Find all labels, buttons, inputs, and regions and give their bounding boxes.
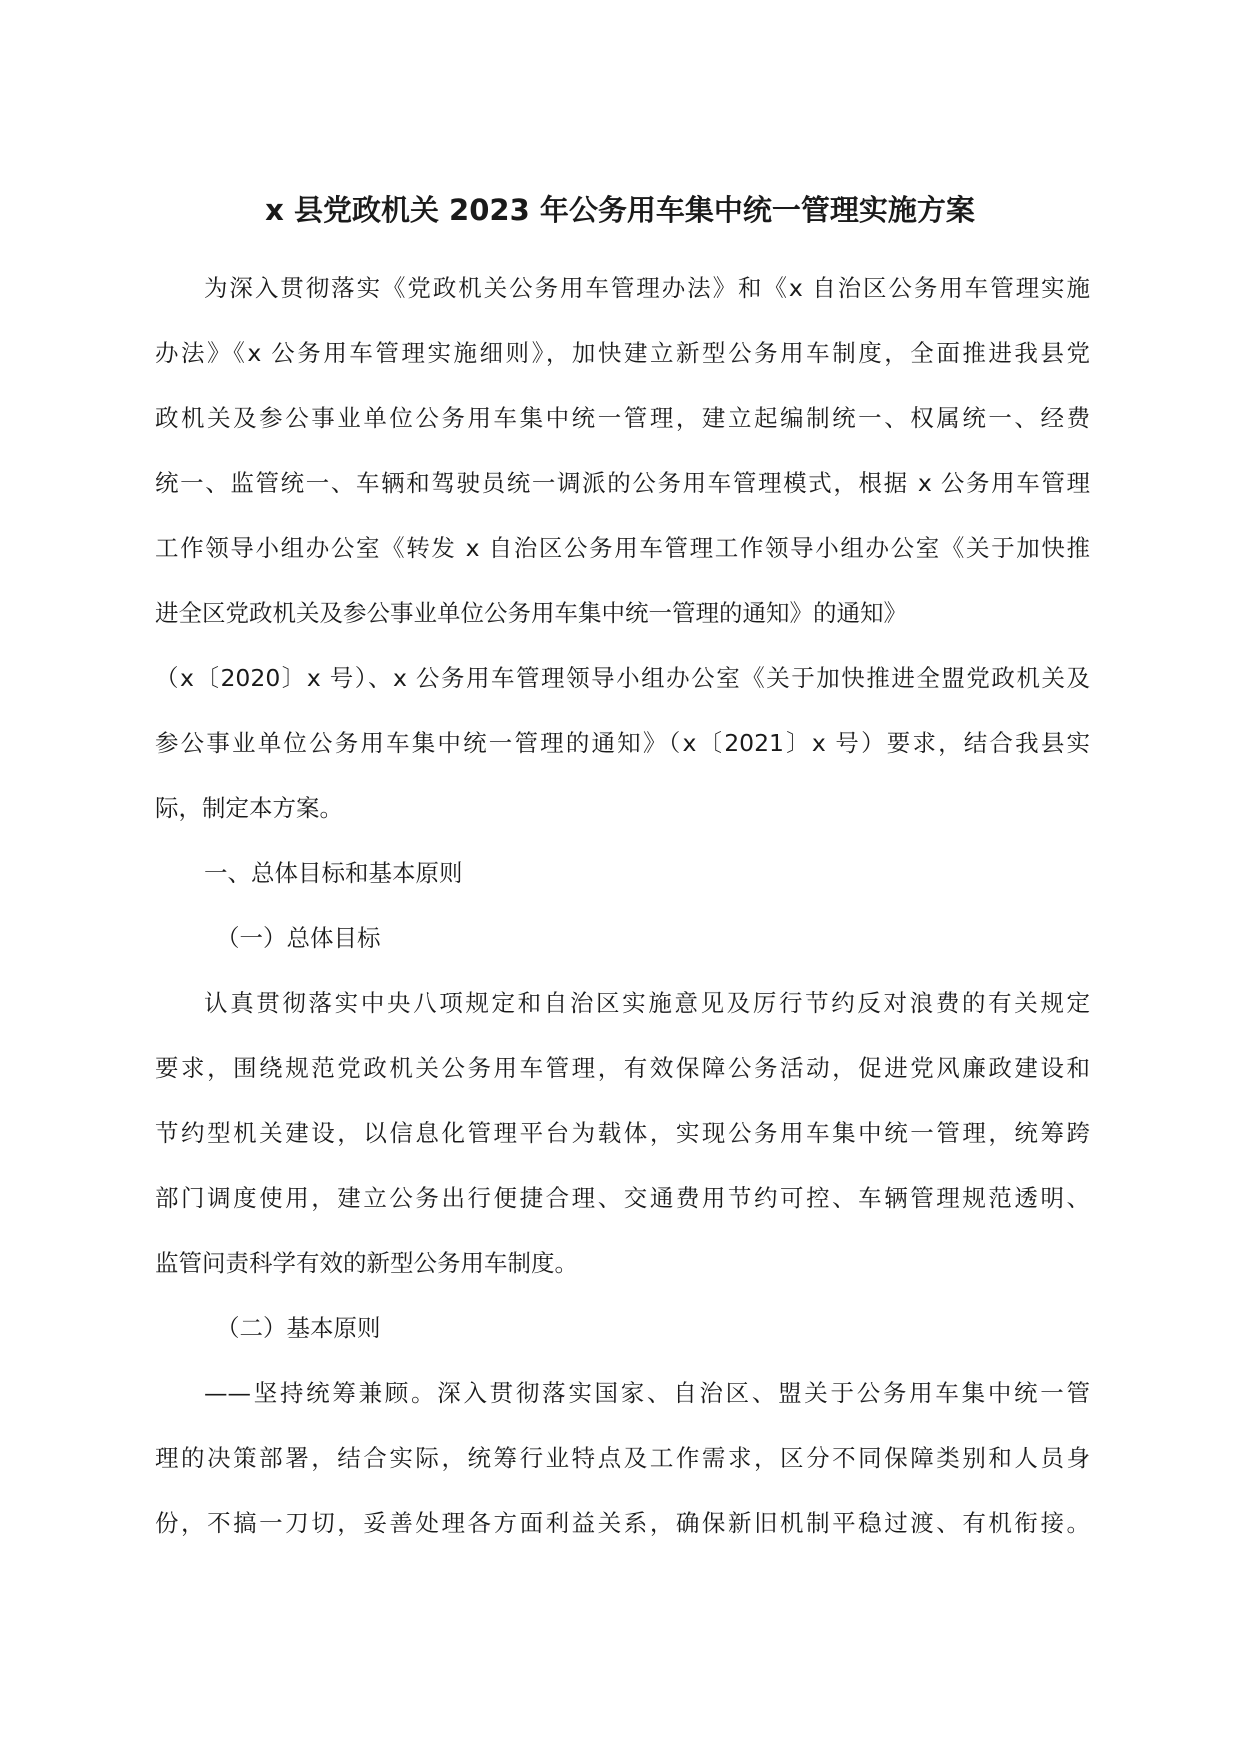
paragraph-line: 部门调度使用，建立公务出行便捷合理、交通费用节约可控、车辆管理规范透明、 — [155, 1184, 1090, 1212]
paragraph-line: （x〔2020〕x 号）、x 公务用车管理领导小组办公室《关于加快推进全盟党政机关及 — [155, 664, 1090, 692]
paragraph-line: 份，不搞一刀切，妥善处理各方面利益关系，确保新旧机制平稳过渡、有机衔接。 — [155, 1509, 1090, 1537]
paragraph-line: 要求，围绕规范党政机关公务用车管理，有效保障公务活动，促进党风廉政建设和 — [155, 1054, 1090, 1082]
paragraph-line: 进全区党政机关及参公事业单位公务用车集中统一管理的通知》的通知》 — [155, 599, 907, 627]
subsection-heading: （二）基本原则 — [216, 1314, 381, 1342]
paragraph-line: 认真贯彻落实中央八项规定和自治区实施意见及厉行节约反对浪费的有关规定 — [204, 989, 1090, 1017]
subsection-heading: （一）总体目标 — [216, 924, 381, 952]
paragraph-line: 政机关及参公事业单位公务用车集中统一管理，建立起编制统一、权属统一、经费 — [155, 404, 1090, 432]
paragraph-line: 统一、监管统一、车辆和驾驶员统一调派的公务用车管理模式，根据 x 公务用车管理 — [155, 469, 1090, 497]
paragraph-line: 际，制定本方案。 — [155, 794, 343, 822]
paragraph-line: 理的决策部署，结合实际，统筹行业特点及工作需求，区分不同保障类别和人员身 — [155, 1444, 1090, 1472]
section-heading: 一、总体目标和基本原则 — [204, 859, 463, 887]
paragraph-line: 办法》《x 公务用车管理实施细则》，加快建立新型公务用车制度，全面推进我县党 — [155, 339, 1090, 367]
paragraph-line: 监管问责科学有效的新型公务用车制度。 — [155, 1249, 578, 1277]
paragraph-line: 工作领导小组办公室《转发 x 自治区公务用车管理工作领导小组办公室《关于加快推 — [155, 534, 1090, 562]
document-title: x 县党政机关 2023 年公务用车集中统一管理实施方案 — [265, 193, 975, 227]
document-body — [155, 256, 1090, 1556]
paragraph-line: ——坚持统筹兼顾。深入贯彻落实国家、自治区、盟关于公务用车集中统一管 — [204, 1379, 1090, 1407]
paragraph-line: 为深入贯彻落实《党政机关公务用车管理办法》和《x 自治区公务用车管理实施 — [204, 274, 1090, 302]
paragraph-line: 节约型机关建设，以信息化管理平台为载体，实现公务用车集中统一管理，统筹跨 — [155, 1119, 1090, 1147]
paragraph-line: 参公事业单位公务用车集中统一管理的通知》（x〔2021〕x 号）要求，结合我县实 — [155, 729, 1090, 757]
